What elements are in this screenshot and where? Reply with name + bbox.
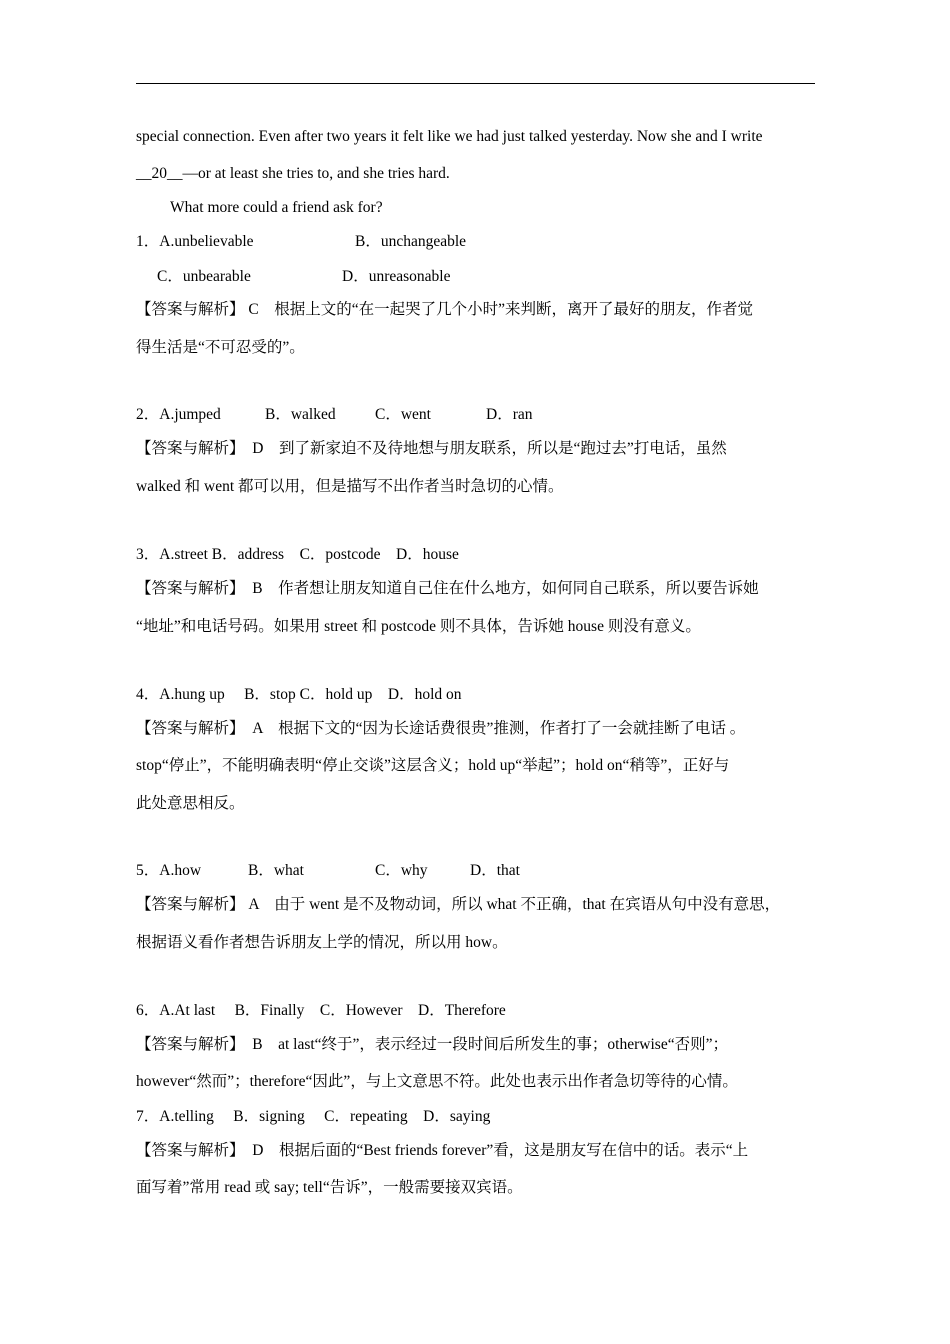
q5-explanation: 根据语义看作者想告诉朋友上学的情况，所以用 how。 [136,934,508,951]
q3-explanation: “地址”和电话号码。如果用 street 和 postcode 则不具体，告诉她 house 则没有意义。 [136,618,701,635]
passage-line: special connection. Even after two years it felt like we had just talked yesterday. Now she and I write [136,128,763,145]
q2-option-d: D．ran [486,406,533,423]
q2-explanation: walked 和 went 都可以用，但是描写不出作者当时急切的心情。 [136,478,564,495]
q1-option-a: 1．A.unbelievable [136,233,254,250]
q4-explanation: 【答案与解析】 A 根据下文的“因为长途话费很贵”推测，作者打了一会就挂断了电话 。 [136,720,746,737]
q6-explanation: 【答案与解析】 B at last“终于”，表示经过一段时间后所发生的事；otherwise“否则”； [136,1036,728,1053]
q6-options: 6．A.At last B．Finally C．However D．Therefore [136,1002,506,1019]
q4-options: 4．A.hung up B．stop C．hold up D．hold on [136,686,462,703]
passage-line: What more could a friend ask for? [170,199,383,216]
q2-explanation: 【答案与解析】 D 到了新家迫不及待地想与朋友联系，所以是“跑过去”打电话，虽然 [136,440,727,457]
q5-option-b: B．what [248,862,304,879]
q1-explanation: 得生活是“不可忍受的”。 [136,339,305,356]
q4-explanation: stop“停止”，不能明确表明“停止交谈”这层含义；hold up“举起”；hold on“稍等”，正好与 [136,757,730,774]
q2-option-b: B．walked [265,406,336,423]
q2-option-a: 2．A.jumped [136,406,221,423]
passage-line: __20__—or at least she tries to, and she tries hard. [136,165,450,182]
q5-explanation: 【答案与解析】 A 由于 went 是不及物动词，所以 what 不正确，that 在宾语从句中没有意思， [136,896,781,913]
q3-explanation: 【答案与解析】 B 作者想让朋友知道自己住在什么地方，如何同自己联系，所以要告诉她 [136,580,759,597]
q6-explanation: however“然而”；therefore“因此”，与上文意思不符。此处也表示出作者急切等待的心情。 [136,1073,738,1090]
q5-option-a: 5．A.how [136,862,202,879]
q1-option-b: B．unchangeable [355,233,467,250]
q1-explanation: 【答案与解析】 C 根据上文的“在一起哭了几个小时”来判断，离开了最好的朋友，作者觉 [136,301,753,318]
header-rule [136,83,815,84]
q7-explanation: 面写着”常用 read 或 say; tell“告诉”，一般需要接双宾语。 [136,1179,523,1196]
q7-explanation: 【答案与解析】 D 根据后面的“Best friends forever”看，这是朋友写在信中的话。表示“上 [136,1142,749,1159]
q1-option-d: D．unreasonable [342,268,451,285]
q5-option-d: D．that [470,862,520,879]
q7-options: 7．A.telling B．signing C．repeating D．saying [136,1108,491,1125]
q1-option-c: C．unbearable [157,268,251,285]
q3-options: 3．A.street B．address C．postcode D．house [136,546,459,563]
q2-option-c: C．went [375,406,431,423]
q5-option-c: C．why [375,862,428,879]
q4-explanation: 此处意思相反。 [136,795,245,812]
